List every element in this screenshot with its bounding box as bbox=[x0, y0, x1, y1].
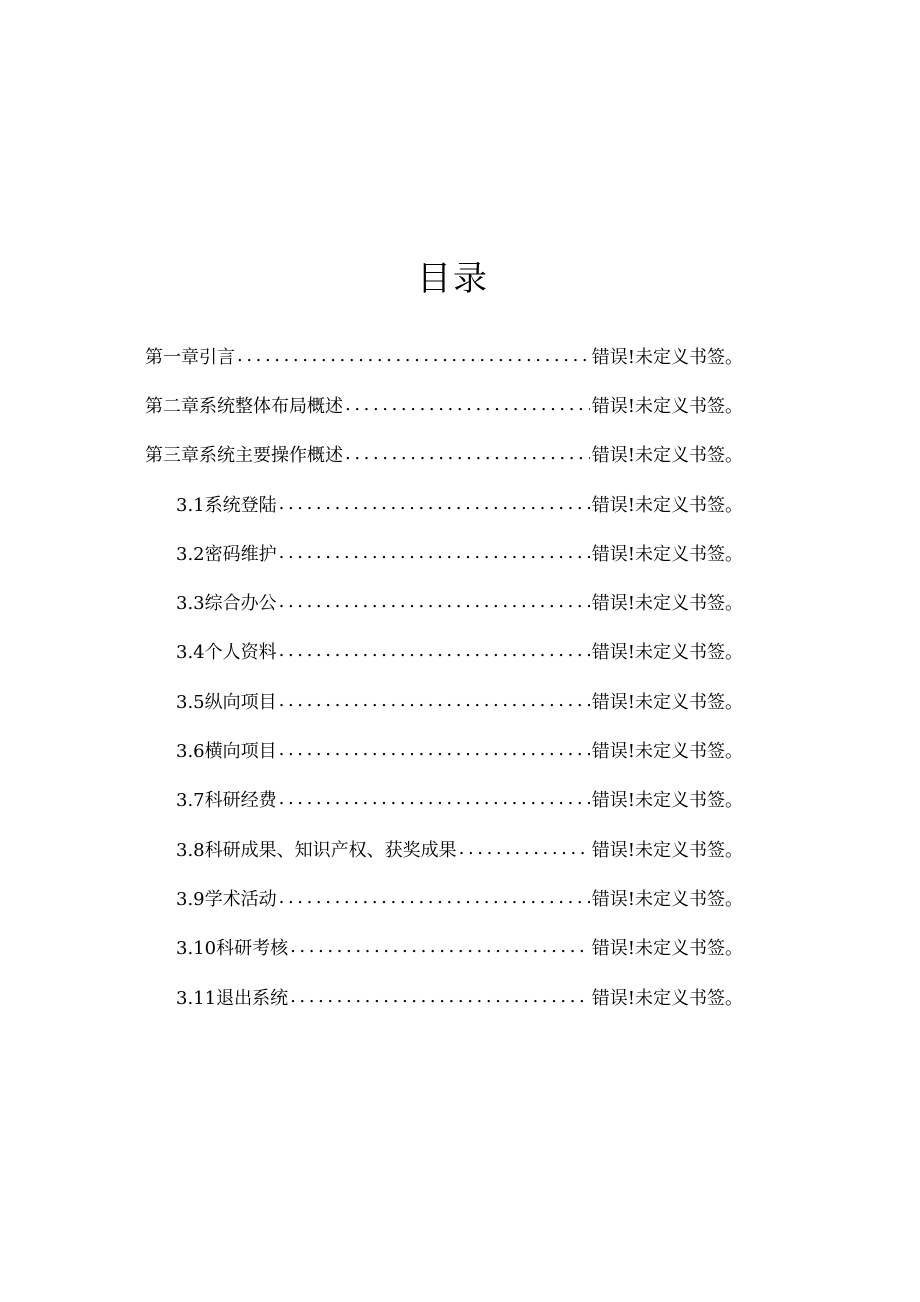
toc-dot-leader bbox=[279, 642, 590, 660]
toc-dot-leader bbox=[279, 889, 590, 907]
toc-entry-label: 3.3综合办公 bbox=[176, 593, 277, 615]
toc-entry-section-3-11[interactable] bbox=[0, 972, 743, 1021]
toc-entry-label: 3.1系统登陆 bbox=[176, 494, 277, 516]
toc-dot-leader bbox=[279, 741, 590, 759]
toc-entry-label: 3.11退出系统 bbox=[176, 987, 289, 1009]
toc-entry-label: 3.6横向项目 bbox=[176, 741, 277, 763]
toc-entry-page-ref: 错误!未定义书签。 bbox=[591, 395, 743, 417]
toc-entry-page-ref: 错误!未定义书签。 bbox=[591, 593, 743, 615]
toc-entry-section-3-1[interactable] bbox=[0, 479, 743, 528]
toc-entry-label: 第一章引言 bbox=[145, 346, 235, 368]
toc-entry-section-3-4[interactable] bbox=[0, 627, 743, 676]
toc-entry-page-ref: 错误!未定义书签。 bbox=[591, 691, 743, 713]
toc-dot-leader bbox=[290, 988, 590, 1006]
toc-entry-chapter-1[interactable] bbox=[0, 331, 743, 380]
toc-dot-leader bbox=[345, 445, 590, 463]
toc-entry-page-ref: 错误!未定义书签。 bbox=[591, 888, 743, 910]
toc-entry-page-ref: 错误!未定义书签。 bbox=[591, 987, 743, 1009]
toc-dot-leader bbox=[279, 544, 590, 562]
toc-entry-label: 3.9学术活动 bbox=[176, 888, 277, 910]
toc-entry-page-ref: 错误!未定义书签。 bbox=[591, 741, 743, 763]
toc-dot-leader bbox=[237, 347, 590, 365]
toc-entry-chapter-2[interactable] bbox=[0, 380, 743, 429]
toc-dot-leader bbox=[279, 495, 590, 513]
toc-entry-section-3-2[interactable] bbox=[0, 528, 743, 577]
toc-entry-label: 第二章系统整体布局概述 bbox=[145, 395, 343, 417]
toc-entry-page-ref: 错误!未定义书签。 bbox=[591, 839, 743, 861]
toc-dot-leader bbox=[345, 396, 590, 414]
toc-entry-label: 3.7科研经费 bbox=[176, 790, 277, 812]
toc-dot-leader bbox=[459, 840, 590, 858]
toc-entry-label: 3.2密码维护 bbox=[176, 543, 277, 565]
toc-entry-page-ref: 错误!未定义书签。 bbox=[591, 938, 743, 960]
toc-dot-leader bbox=[279, 790, 590, 808]
toc-entry-section-3-7[interactable] bbox=[0, 775, 743, 824]
toc-dot-leader bbox=[279, 692, 590, 710]
toc-entry-label: 第三章系统主要操作概述 bbox=[145, 445, 343, 467]
toc-entry-section-3-9[interactable] bbox=[0, 873, 743, 922]
toc-title: 目录 bbox=[417, 259, 489, 299]
toc-entry-section-3-3[interactable] bbox=[0, 577, 743, 626]
toc-entry-section-3-10[interactable] bbox=[0, 923, 743, 972]
toc-entry-label: 3.5纵向项目 bbox=[176, 691, 277, 713]
toc-entry-section-3-8[interactable] bbox=[0, 824, 743, 873]
toc-entry-page-ref: 错误!未定义书签。 bbox=[591, 346, 743, 368]
toc-entry-section-3-6[interactable] bbox=[0, 725, 743, 774]
toc-entry-page-ref: 错误!未定义书签。 bbox=[591, 790, 743, 812]
toc-entry-page-ref: 错误!未定义书签。 bbox=[591, 445, 743, 467]
toc-dot-leader bbox=[279, 593, 590, 611]
toc-entry-chapter-3[interactable] bbox=[0, 430, 743, 479]
toc-entry-section-3-5[interactable] bbox=[0, 676, 743, 725]
toc-entry-page-ref: 错误!未定义书签。 bbox=[591, 642, 743, 664]
toc-entry-label: 3.8科研成果、知识产权、获奖成果 bbox=[176, 839, 457, 861]
toc-entry-page-ref: 错误!未定义书签。 bbox=[591, 494, 743, 516]
toc-entry-page-ref: 错误!未定义书签。 bbox=[591, 543, 743, 565]
toc-entry-label: 3.10科研考核 bbox=[176, 938, 289, 960]
toc-list bbox=[0, 331, 920, 1021]
toc-dot-leader bbox=[290, 938, 590, 956]
toc-entry-label: 3.4个人资料 bbox=[176, 642, 277, 664]
